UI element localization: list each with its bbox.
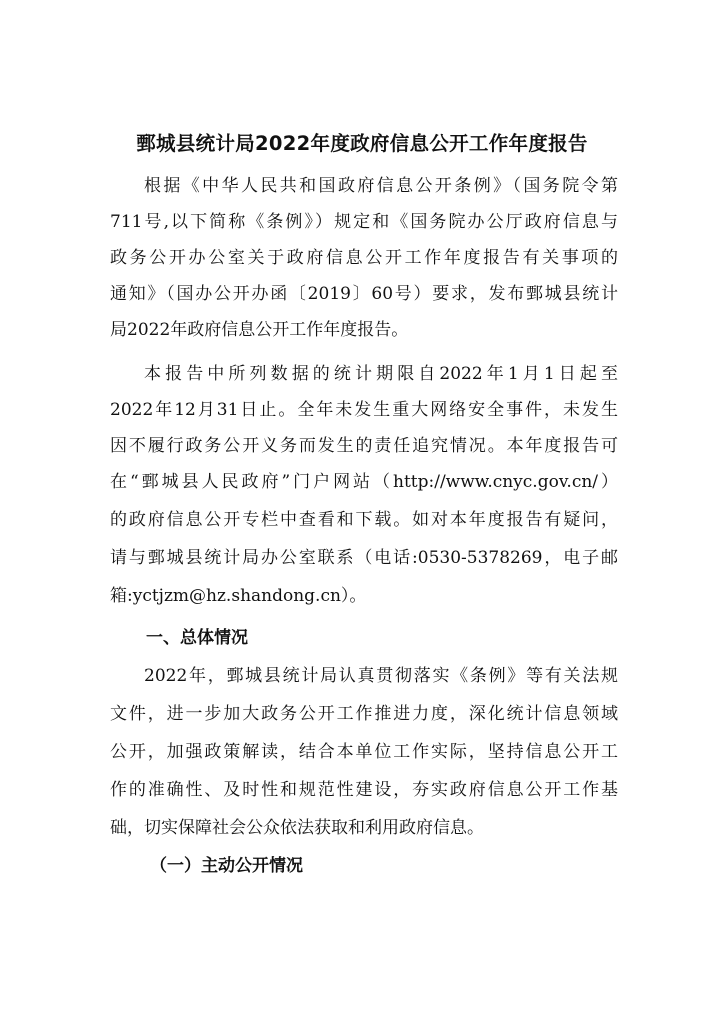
paragraph-line: 政务公开办公室关于政府信息公开工作年度报告有关事项的: [110, 248, 618, 268]
paragraph-line: 请与鄄城县统计局办公室联系（电话:0530-5378269，电子邮: [110, 548, 618, 568]
paragraph-line: 在“鄄城县人民政府”门户网站（http://www.cnyc.gov.cn/）: [110, 472, 618, 492]
paragraph-line: 2022年12月31日止。全年未发生重大网络安全事件，未发生: [110, 400, 618, 420]
paragraph-line: 通知》（国办公开办函〔2019〕60号）要求，发布鄄城县统计: [110, 284, 618, 304]
paragraph-line: 本报告中所列数据的统计期限自2022年1月1日起至: [144, 364, 618, 384]
paragraph-line: 箱:yctjzm@hz.shandong.cn）。: [110, 586, 367, 606]
paragraph-line: 公开，加强政策解读，结合本单位工作实际，坚持信息公开工: [110, 742, 618, 762]
paragraph-line: 711号,以下简称《条例》）规定和《国务院办公厅政府信息与: [110, 212, 618, 232]
paragraph-line: 的政府信息公开专栏中查看和下载。如对本年度报告有疑问，: [110, 510, 618, 530]
paragraph-line: 础，切实保障社会公众依法获取和利用政府信息。: [110, 818, 484, 838]
paragraph-line: 作的准确性、及时性和规范性建设，夯实政府信息公开工作基: [110, 780, 618, 800]
section-heading: 一、总体情况: [146, 628, 248, 648]
paragraph-line: 因不履行政务公开义务而发生的责任追究情况。本年度报告可: [110, 436, 618, 456]
paragraph-line: 局2022年政府信息公开工作年度报告。: [110, 320, 409, 340]
paragraph-line: 2022年，鄄城县统计局认真贯彻落实《条例》等有关法规: [144, 666, 618, 686]
paragraph-line: 文件，进一步加大政务公开工作推进力度，深化统计信息领域: [110, 704, 618, 724]
subsection-heading: （一）主动公开情况: [150, 856, 303, 876]
document-title: 鄄城县统计局2022年度政府信息公开工作年度报告: [136, 132, 588, 155]
paragraph-line: 根据《中华人民共和国政府信息公开条例》（国务院令第: [144, 176, 618, 196]
